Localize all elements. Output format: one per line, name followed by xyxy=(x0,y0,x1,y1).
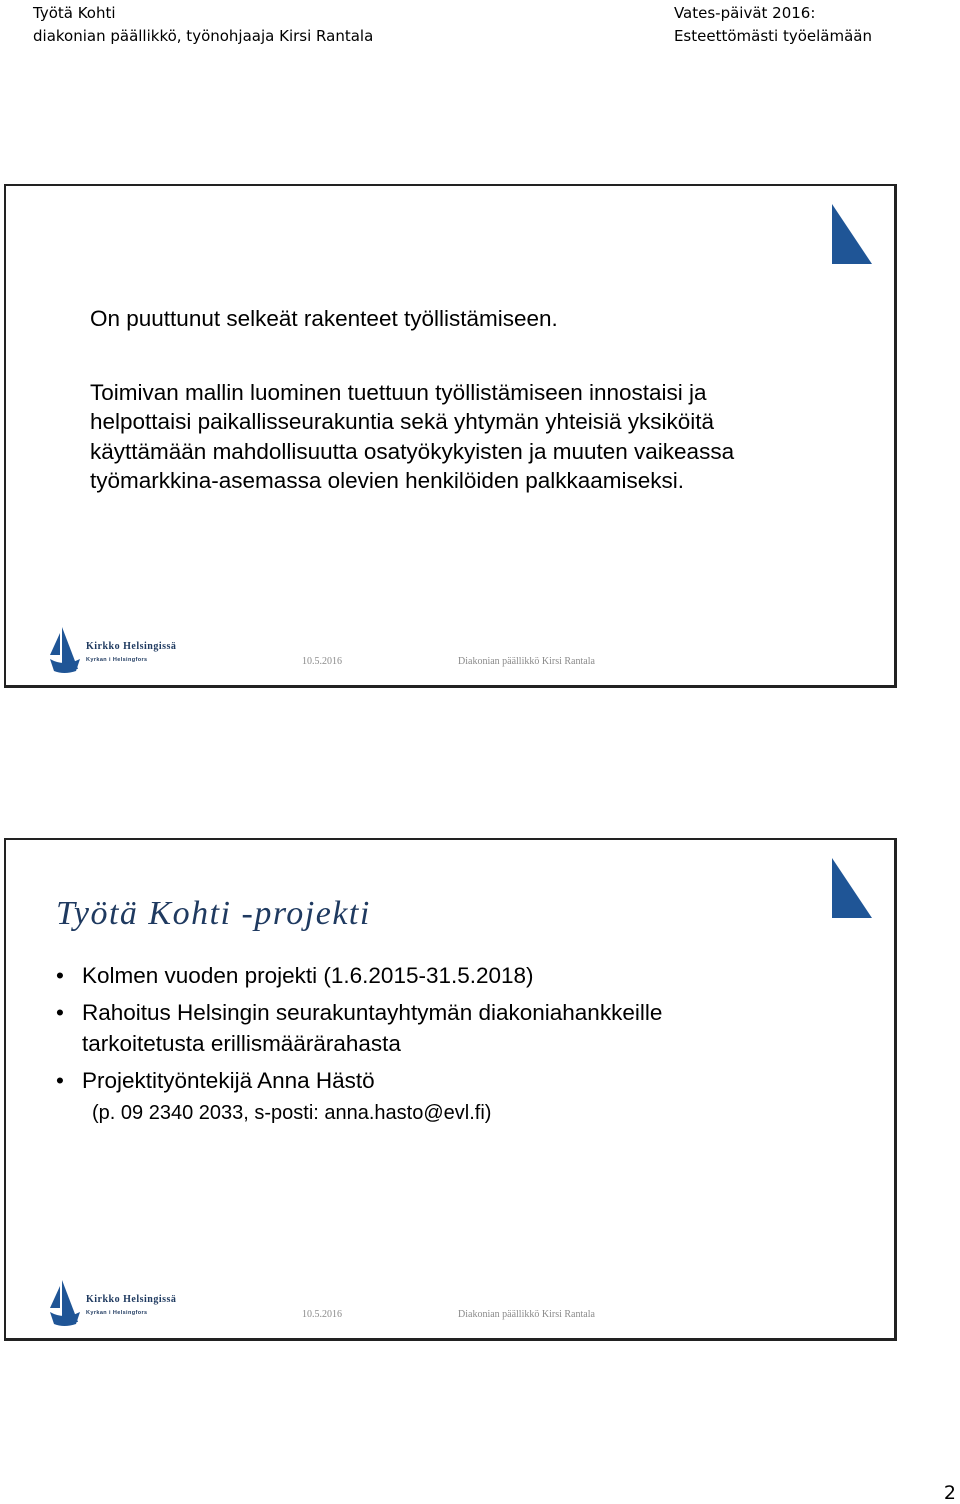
svg-text:Kyrkan i Helsingfors: Kyrkan i Helsingfors xyxy=(86,1310,148,1316)
kirkko-helsingissa-logo-icon xyxy=(48,1278,208,1330)
header-left xyxy=(33,2,373,48)
header-title: Työtä Kohti xyxy=(33,4,116,22)
sail-logo-icon xyxy=(832,858,872,918)
bullet-sub-item: (p. 09 2340 2033, s-posti: anna.hasto@evl.fi) xyxy=(92,1102,492,1124)
slide-1 xyxy=(4,184,897,688)
header-event: Vates-päivät 2016: xyxy=(673,4,816,22)
bullet-item: • Projektityöntekijä Anna Hästö xyxy=(54,1065,854,1096)
slide-title: Työtä Kohti -projekti xyxy=(56,895,371,932)
bullet-item: • Kolmen vuoden projekti (1.6.2015-31.5.2018) xyxy=(54,960,854,991)
kirkko-helsingissa-logo-icon xyxy=(48,625,208,677)
slide-2 xyxy=(4,838,897,1341)
footer-author: Diakonian päällikkö Kirsi Rantala xyxy=(458,1309,595,1320)
paragraph: On puuttunut selkeät rakenteet työllistämiseen. xyxy=(90,306,558,331)
bullet-item: • Rahoitus Helsingin seurakuntayhtymän diakoniahankkeille tarkoitetusta erillismäärärahasta xyxy=(54,997,854,1059)
paragraph-line: käyttämään mahdollisuutta osatyökykyisten ja muuten vaikeassa xyxy=(90,438,735,464)
footer-date: 10.5.2016 xyxy=(302,656,342,667)
bullet-list xyxy=(54,960,854,1129)
paragraph-line: työmarkkina-asemassa olevien henkilöiden palkkaamiseksi. xyxy=(90,468,685,493)
paragraph-line: Toimivan mallin luominen tuettuun työllistämiseen innostaisi ja xyxy=(90,379,707,405)
bullet-dot-icon: • xyxy=(56,1068,64,1093)
header-event-theme: Esteettömästi työelämään xyxy=(673,27,872,45)
bullet-dot-icon: • xyxy=(56,963,64,988)
paragraph-line: helpottaisi paikallisseurakuntia sekä yhtymän yhteisiä yksiköitä xyxy=(90,409,715,434)
page-number: 2 xyxy=(943,1482,956,1504)
footer-author: Diakonian päällikkö Kirsi Rantala xyxy=(458,656,595,667)
footer-date: 10.5.2016 xyxy=(302,1309,342,1320)
svg-text:Kirkko Helsingissä: Kirkko Helsingissä xyxy=(86,641,177,652)
header-right xyxy=(674,2,872,48)
sail-logo-icon xyxy=(832,204,872,264)
svg-text:Kyrkan i Helsingfors: Kyrkan i Helsingfors xyxy=(86,657,148,663)
svg-text:Kirkko Helsingissä: Kirkko Helsingissä xyxy=(86,1294,177,1305)
header-author: diakonian päällikkö, työnohjaaja Kirsi Rantala xyxy=(33,27,374,45)
slide-1-body xyxy=(90,304,850,496)
bullet-dot-icon: • xyxy=(56,1000,64,1025)
